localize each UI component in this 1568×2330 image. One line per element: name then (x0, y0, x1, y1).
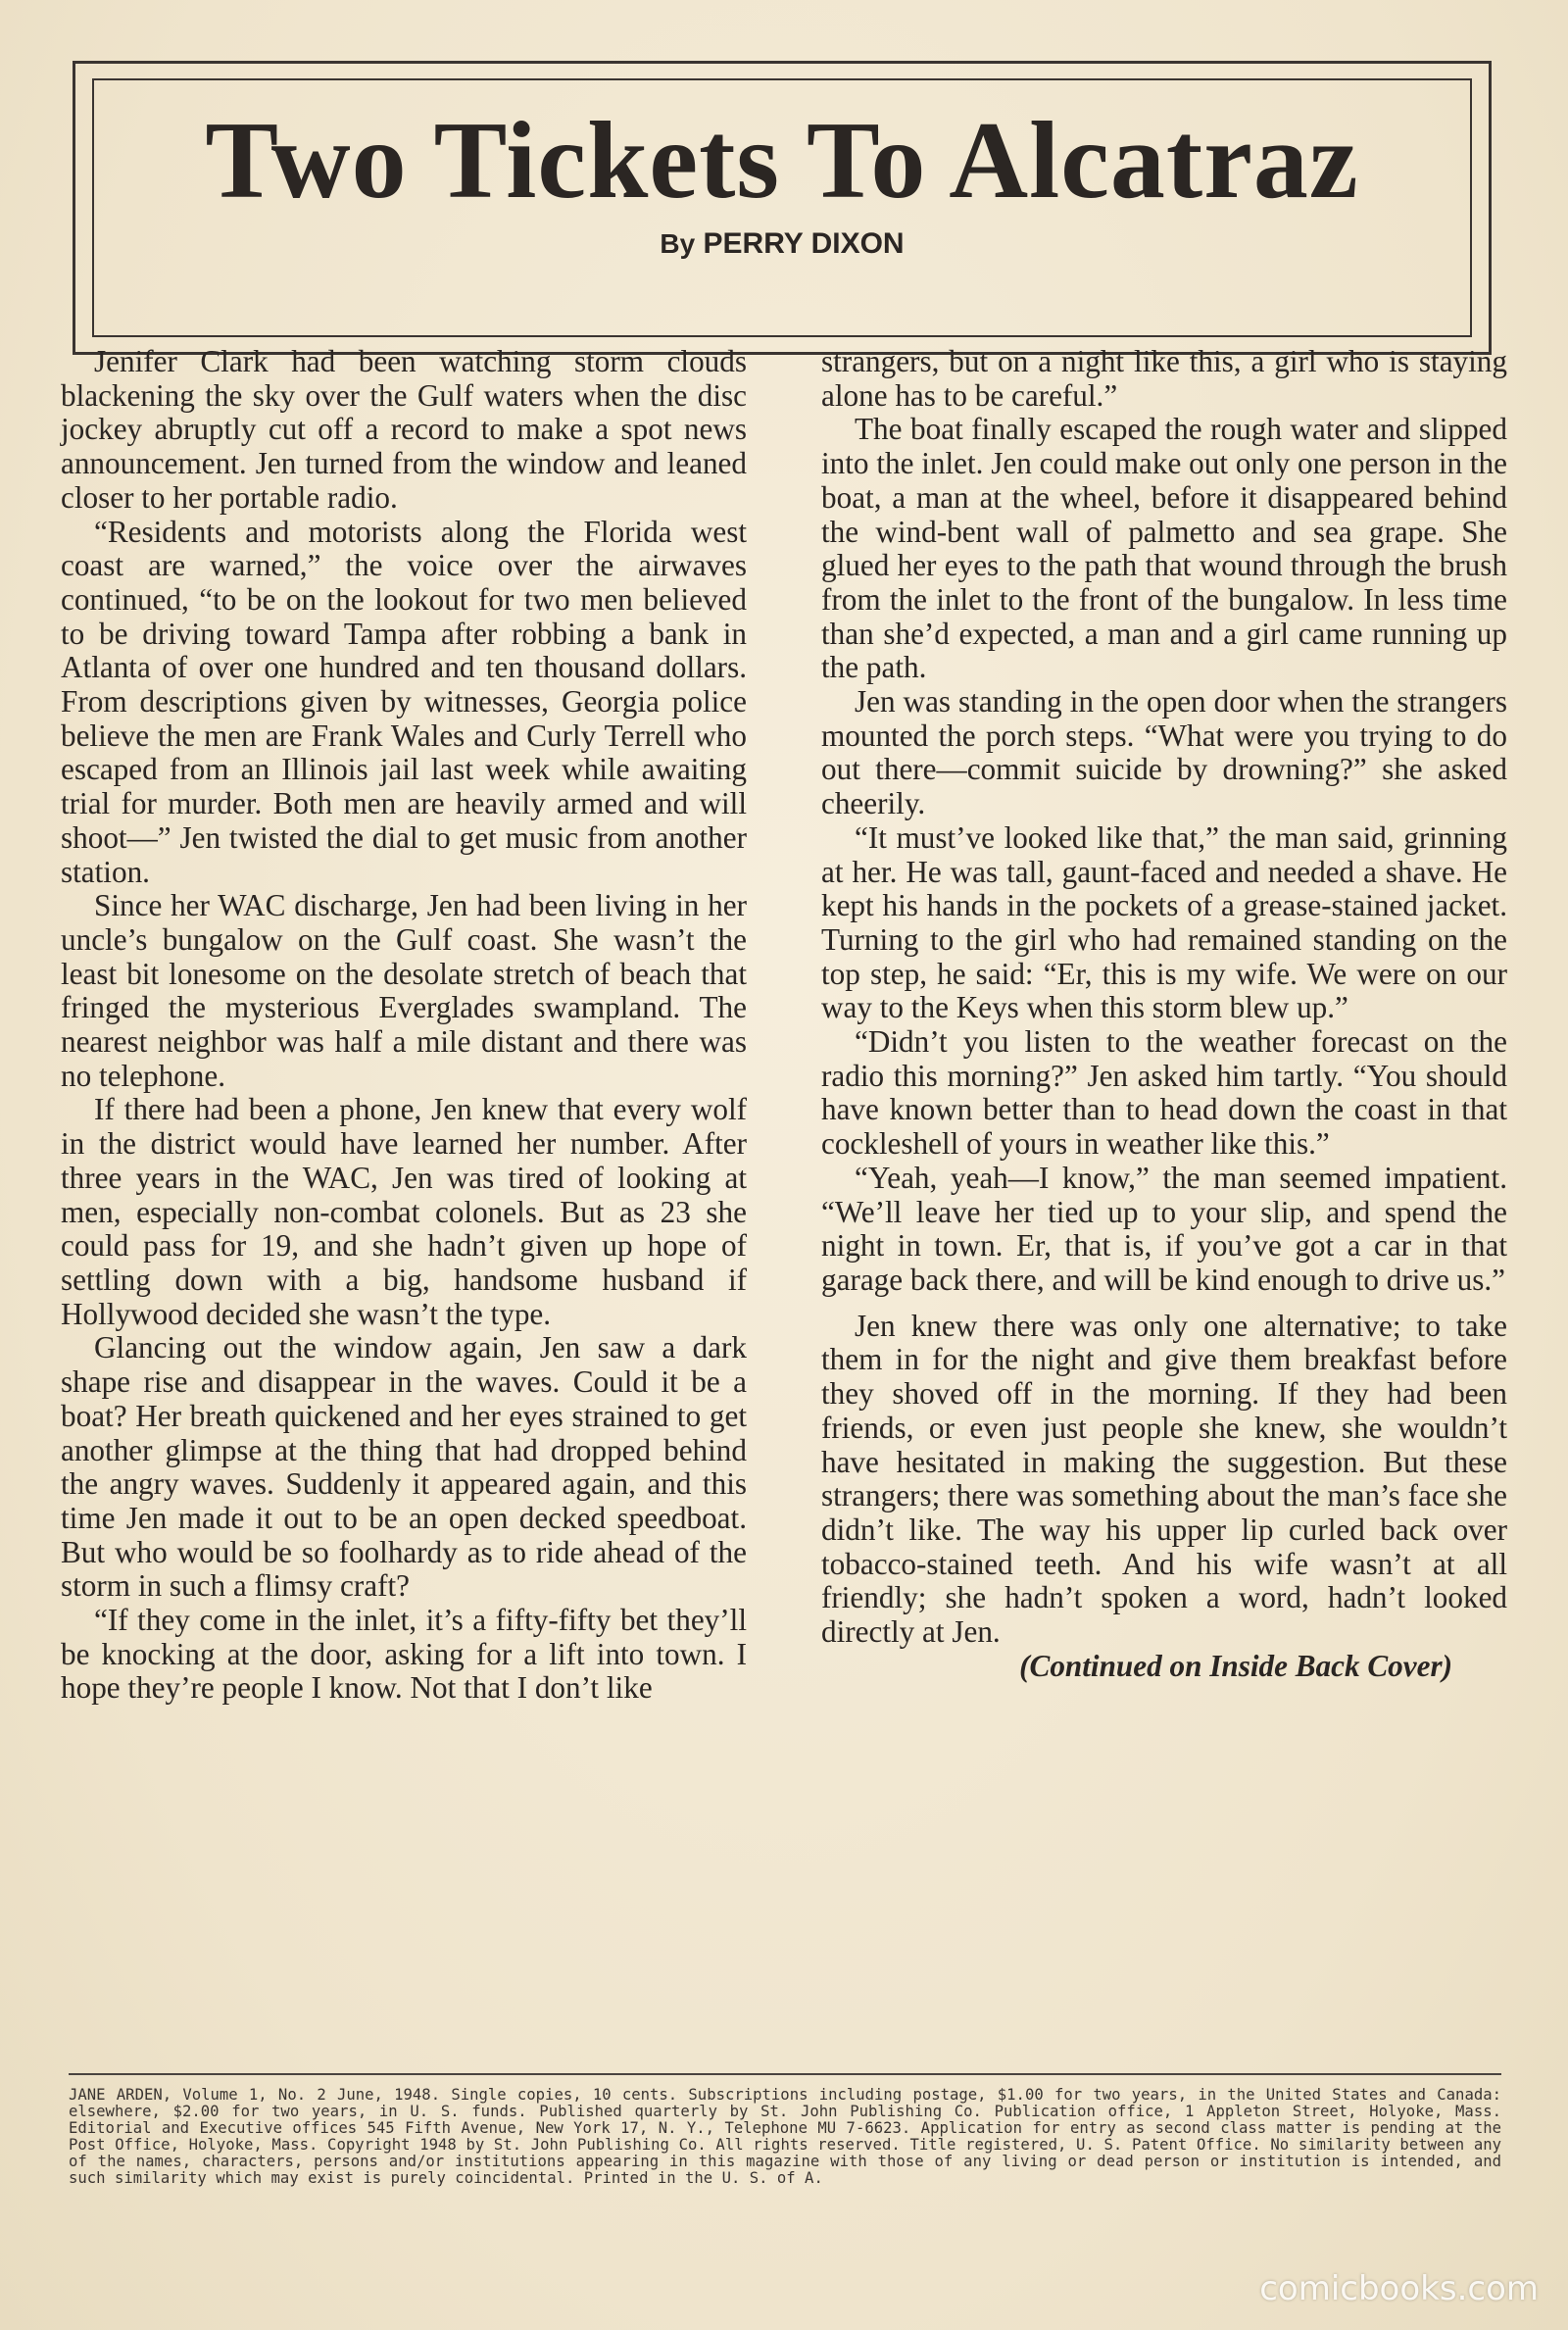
paragraph: Jenifer Clark had been watching storm clouds blackening the sky over the Gulf waters when the disc jockey abruptly cut off a record to make a spot news announcement. Jen turned from the window and leaned closer to her portable radio. (61, 344, 747, 515)
paragraph-continued: strangers, but on a night like this, a girl who is staying alone has to be careful.” (821, 344, 1507, 413)
paragraph: Jen knew there was only one alternative; to take them in for the night and give them breakfast before they shoved off in the morning. If they had been friends, or even just people she knew, she wouldn’t have hesitated in making the suggestion. But these strangers; there was something about the man’s face she didn’t like. The way his upper lip curled back over tobacco-stained teeth. And his wife wasn’t at all friendly; she hadn’t spoken a word, hadn’t looked directly at Jen. (821, 1308, 1507, 1650)
continued-note: (Continued on Inside Back Cover) (1019, 1648, 1452, 1683)
paragraph: The boat finally escaped the rough water and slipped into the inlet. Jen could make out only one person in the boat, a man at the wheel, before it disappeared behind the wind-bent wall of palmetto and sea grape. She glued her eyes to the path that wound through the brush from the inlet to the front of the bungalow. In less time than she’d expected, a man and a girl came running up the path. (821, 412, 1507, 685)
paragraph: If there had been a phone, Jen knew that every wolf in the district would have learned her number. After three years in the WAC, Jen was tired of looking at men, especially non-combat colonels. But as 23 she could pass for 19, and she hadn’t given up hope of settling down with a big, handsome husband if Hollywood decided she wasn’t the type. (61, 1092, 747, 1331)
byline (92, 227, 1472, 261)
paragraph: “Residents and motorists along the Florida west coast are warned,” the voice over the airwaves continued, “to be on the lookout for two men believed to be driving toward Tampa after robbing a bank in Atlanta of over one hundred and ten thousand dollars. From descriptions given by witnesses, Georgia police believe the men are Frank Wales and Curly Terrell who escaped from an Illinois jail last week while awaiting trial for murder. Both men are heavily armed and will shoot—” Jen twisted the dial to get music from another station. (61, 514, 747, 889)
column-right (821, 345, 1507, 2070)
paragraph: “It must’ve looked like that,” the man said, grinning at her. He was tall, gaunt-faced and needed a shave. He kept his hands in the pockets of a grease-stained jacket. Turning to the girl who had remained standing on the top step, he said: “Er, this is my wife. We were on our way to the Keys when this storm blew up.” (821, 819, 1507, 1025)
paragraph: “If they come in the inlet, it’s a fifty-fifty bet they’ll be knocking at the door, asking for a lift into town. I hope they’re people I know. Not that I don’t like (61, 1603, 747, 1706)
paragraph: Since her WAC discharge, Jen had been living in her uncle’s bungalow on the Gulf coast. She wasn’t the least bit lonesome on the desolate stretch of beach that fringed the mysterious Everglades swampland. The nearest neighbor was half a mile distant and there was no telephone. (61, 888, 747, 1093)
column-left (61, 345, 747, 2070)
paragraph: “Didn’t you listen to the weather forecast on the radio this morning?” Jen asked him tartly. “You should have known better than to head down the coast in that cockleshell of yours in weather like this.” (821, 1024, 1507, 1162)
byline-author: PERRY DIXON (703, 227, 905, 260)
publication-indicia: JANE ARDEN, Volume 1, No. 2 June, 1948. Single copies, 10 cents. Subscriptions including postage, $1.00 for two years, in the United States and Canada: elsewhere, $2.00 for two years, in U. S. funds. Published quarterly by St. John Publishing Co. Publication office, 1 Appleton Street, Holyoke, Mass. Editorial and Executive offices 545 Fifth Avenue, New York 17, N. Y., Telephone MU 7-6623. Application for entry as second class matter is pending at the Post Office, Holyoke, Mass. Copyright 1948 by St. John Publishing Co. All rights reserved. Title registered, U. S. Patent Office. No similarity between any of the names, characters, persons and/or institutions appearing in this magazine with those of any living or dead person or institution is intended, and such similarity which may exist is purely coincidental. Printed in the U. S. of A. (69, 2073, 1501, 2187)
paragraph: Jen was standing in the open door when the strangers mounted the porch steps. “What were you trying to do out there—commit suicide by drowning?” she asked cheerily. (821, 684, 1507, 821)
byline-prefix: By (660, 228, 696, 259)
story-title: Two Tickets To Alcatraz (205, 100, 1359, 222)
paragraph: “Yeah, yeah—I know,” the man seemed impatient. “We’ll leave her tied up to your slip, and spend the night in town. Er, that is, if you’ve got a car in that garage back there, and will be kind enough to drive us.” (821, 1160, 1507, 1297)
watermark: comicbooks.com (1259, 2269, 1539, 2308)
paragraph: Glancing out the window again, Jen saw a dark shape rise and disappear in the waves. Could it be a boat? Her breath quickened and her eyes strained to get another glimpse at the thing that had dropped behind the angry waves. Suddenly it appeared again, and this time Jen made it out to be an open decked speedboat. But who would be so foolhardy as to ride ahead of the storm in such a flimsy craft? (61, 1330, 747, 1604)
story-columns (61, 345, 1507, 2070)
